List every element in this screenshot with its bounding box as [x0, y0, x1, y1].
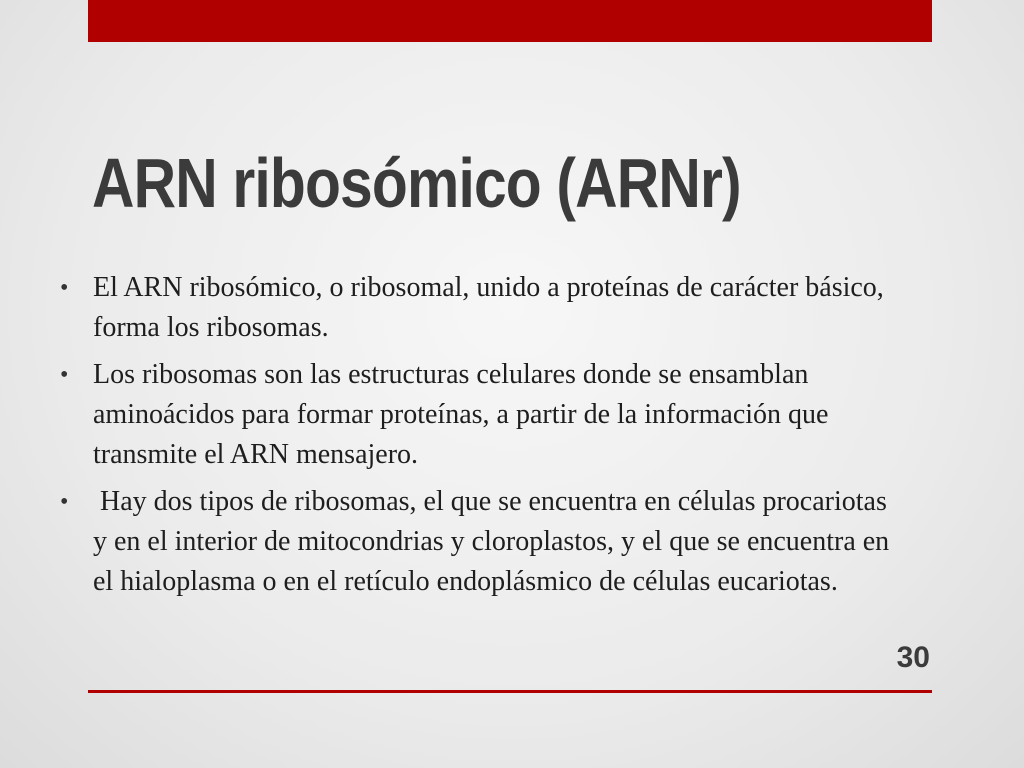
bullet-dot-icon: •	[60, 489, 69, 515]
bullet-dot-icon: •	[60, 362, 69, 388]
bullet-item	[60, 355, 890, 475]
bullet-text: El ARN ribosómico, o ribosomal, unido a proteínas de carácter básico, forma los ribosomas.	[93, 272, 884, 343]
bullet-text: Hay dos tipos de ribosomas, el que se encuentra en células procariotas y en el interior de mitocondrias y cloroplastos, y el que se encuentra en el hialoplasma o en el retículo endoplásmico de células eucariotas.	[93, 486, 897, 597]
bullet-item	[60, 268, 890, 348]
bullet-dot-icon: •	[60, 275, 69, 301]
bullet-list	[60, 268, 897, 609]
bullet-item	[60, 482, 897, 602]
bottom-accent-line	[88, 690, 932, 693]
slide-number: 30	[896, 641, 930, 674]
bullet-text: Los ribosomas son las estructuras celulares donde se ensamblan aminoácidos para formar proteínas, a partir de la información que transmite el ARN mensajero.	[93, 359, 829, 470]
top-accent-bar	[88, 0, 932, 42]
slide-title: ARN ribosómico (ARNr)	[92, 144, 741, 222]
